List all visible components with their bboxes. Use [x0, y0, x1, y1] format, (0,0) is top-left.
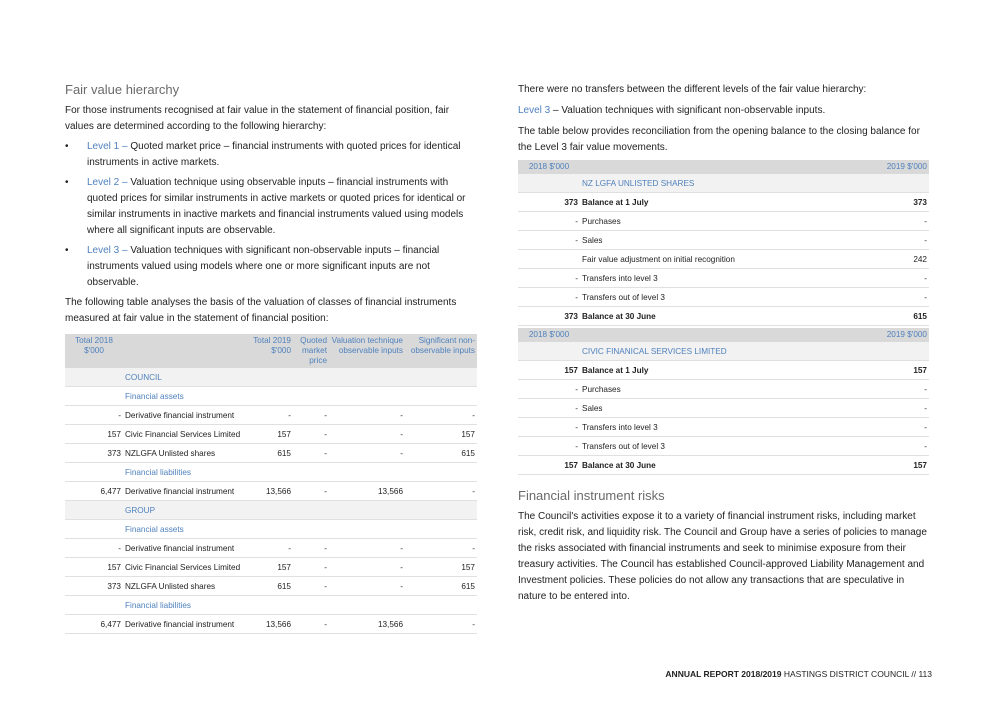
cell-description: Civic Financial Services Limited — [123, 558, 247, 577]
right-column — [518, 82, 929, 609]
cell-2019: 615 — [869, 307, 929, 326]
table-row — [65, 444, 477, 463]
cell-total-2018: 6,477 — [65, 615, 123, 634]
cell-2018: - — [518, 380, 580, 399]
cell-valuation: 13,566 — [329, 482, 405, 501]
cell-2018: - — [518, 399, 580, 418]
council-section-row — [65, 368, 477, 387]
civic-section-row — [518, 342, 929, 361]
cell-2019: 157 — [869, 361, 929, 380]
table-row — [65, 539, 477, 558]
cell-2018: - — [518, 418, 580, 437]
table-row — [65, 615, 477, 634]
cell-description: Balance at 1 July — [580, 361, 869, 380]
cell-description: Derivative financial instrument — [123, 406, 247, 425]
col-non-observable: Significant non-observable inputs — [405, 334, 477, 368]
cell-quoted: - — [293, 406, 329, 425]
cell-significant: - — [405, 482, 477, 501]
cell-2018: - — [518, 437, 580, 456]
cell-2018: 157 — [518, 456, 580, 475]
cell-2019: - — [869, 269, 929, 288]
financial-assets-row — [65, 387, 477, 406]
col-2019: 2019 $'000 — [869, 328, 929, 342]
cell-total-2019: - — [247, 406, 293, 425]
cell-total-2019: 13,566 — [247, 482, 293, 501]
table-header-row — [518, 328, 929, 342]
cell-significant: 157 — [405, 558, 477, 577]
col-description — [123, 334, 247, 368]
table-row — [518, 380, 929, 399]
no-transfers-text: There were no transfers between the different levels of the fair value hierarchy: — [518, 84, 867, 95]
cell-quoted: - — [293, 539, 329, 558]
col-description — [580, 328, 869, 342]
cell-2018: 157 — [518, 361, 580, 380]
financial-liabilities-label: Financial liabilities — [123, 463, 477, 482]
cell-quoted: - — [293, 482, 329, 501]
cell-valuation: 13,566 — [329, 615, 405, 634]
cell-quoted: - — [293, 558, 329, 577]
cell-description: Transfers out of level 3 — [580, 437, 869, 456]
cell-valuation: - — [329, 539, 405, 558]
cell-2019: 157 — [869, 456, 929, 475]
financial-liabilities-row — [65, 463, 477, 482]
group-section-row — [65, 501, 477, 520]
table-row — [518, 361, 929, 380]
financial-liabilities-row — [65, 596, 477, 615]
table-row — [65, 406, 477, 425]
cell-2019: - — [869, 418, 929, 437]
cell-2019: - — [869, 288, 929, 307]
cell-description: Purchases — [580, 380, 869, 399]
footer-report-title: ANNUAL REPORT 2018/2019 — [665, 669, 782, 679]
table-row — [65, 425, 477, 444]
nzlgfa-title: NZ LGFA UNLISTED SHARES — [580, 174, 929, 193]
cell-2019: - — [869, 399, 929, 418]
cell-total-2019: 157 — [247, 425, 293, 444]
civic-reconciliation-table — [518, 328, 929, 475]
group-label: GROUP — [123, 501, 477, 520]
level-3-label: Level 3 – — [87, 245, 128, 256]
fair-value-table — [65, 334, 477, 634]
cell-2019: 242 — [869, 250, 929, 269]
cell-total-2018: 373 — [65, 577, 123, 596]
table-row — [65, 577, 477, 596]
table-intro: The following table analyses the basis of the valuation of classes of financial instruments measured at fair value in the statement of financial position: — [65, 297, 457, 324]
table-row — [65, 482, 477, 501]
level-1-text: Quoted market price – financial instruments with quoted prices for identical instruments in active markets. — [87, 141, 461, 168]
council-label: COUNCIL — [123, 368, 477, 387]
col-2018: 2018 $'000 — [518, 160, 580, 174]
cell-2018: - — [518, 212, 580, 231]
col-total-2018: Total 2018 $'000 — [65, 334, 123, 368]
cell-quoted: - — [293, 615, 329, 634]
table-row — [518, 307, 929, 326]
cell-total-2019: - — [247, 539, 293, 558]
footer-council-page: HASTINGS DISTRICT COUNCIL // 113 — [781, 669, 932, 679]
cell-valuation: - — [329, 558, 405, 577]
table-row — [518, 250, 929, 269]
cell-total-2018: 6,477 — [65, 482, 123, 501]
cell-description: Derivative financial instrument — [123, 482, 247, 501]
col-2018: 2018 $'000 — [518, 328, 580, 342]
table-row — [518, 437, 929, 456]
cell-description: NZLGFA Unlisted shares — [123, 577, 247, 596]
table-row — [518, 269, 929, 288]
cell-quoted: - — [293, 577, 329, 596]
cell-valuation: - — [329, 425, 405, 444]
cell-valuation: - — [329, 406, 405, 425]
page-footer — [665, 669, 932, 679]
reconciliation-intro: The table below provides reconciliation from the opening balance to the closing balance for the Level 3 fair value movements. — [518, 126, 920, 153]
left-column — [65, 82, 477, 634]
fair-value-heading: Fair value hierarchy — [65, 82, 180, 97]
cell-total-2019: 157 — [247, 558, 293, 577]
cell-significant: 157 — [405, 425, 477, 444]
level-1-item — [65, 139, 477, 171]
table-row — [518, 231, 929, 250]
table-header-row — [65, 334, 477, 368]
cell-description: Balance at 1 July — [580, 193, 869, 212]
level-1-label: Level 1 – — [87, 141, 128, 152]
cell-description: Sales — [580, 231, 869, 250]
table-row — [518, 418, 929, 437]
cell-2019: - — [869, 437, 929, 456]
cell-description: Civic Financial Services Limited — [123, 425, 247, 444]
cell-2018: 373 — [518, 307, 580, 326]
cell-description: Transfers into level 3 — [580, 418, 869, 437]
cell-description: NZLGFA Unlisted shares — [123, 444, 247, 463]
cell-2018 — [518, 250, 580, 269]
cell-total-2019: 13,566 — [247, 615, 293, 634]
cell-significant: - — [405, 406, 477, 425]
cell-quoted: - — [293, 444, 329, 463]
level-3-line — [518, 103, 929, 119]
cell-2019: - — [869, 380, 929, 399]
cell-significant: - — [405, 615, 477, 634]
level-3-label: Level 3 — [518, 105, 551, 116]
financial-liabilities-label: Financial liabilities — [123, 596, 477, 615]
cell-valuation: - — [329, 444, 405, 463]
col-quoted-price: Quoted market price — [293, 334, 329, 368]
financial-assets-label: Financial assets — [123, 387, 477, 406]
cell-total-2018: 373 — [65, 444, 123, 463]
cell-2018: - — [518, 288, 580, 307]
cell-2018: 373 — [518, 193, 580, 212]
cell-2018: - — [518, 269, 580, 288]
cell-2019: 373 — [869, 193, 929, 212]
cell-description: Transfers into level 3 — [580, 269, 869, 288]
table-row — [518, 212, 929, 231]
table-row — [518, 288, 929, 307]
level-3-text: Valuation techniques with significant non-observable inputs – financial instruments valued using models where one or more significant inputs are not observable. — [87, 245, 440, 288]
bullet-icon: • — [65, 245, 69, 256]
level-2-label: Level 2 – — [87, 177, 128, 188]
financial-assets-label: Financial assets — [123, 520, 477, 539]
table-row — [518, 456, 929, 475]
level-3-desc: – Valuation techniques with significant non-observable inputs. — [550, 105, 826, 116]
cell-total-2019: 615 — [247, 444, 293, 463]
cell-total-2019: 615 — [247, 577, 293, 596]
cell-description: Derivative financial instrument — [123, 539, 247, 558]
table-row — [518, 399, 929, 418]
cell-quoted: - — [293, 425, 329, 444]
risks-text: The Council's activities expose it to a variety of financial instrument risks, including market risk, credit risk, and liquidity risk. The Council and Group have a series of policies to manage the risks associated with financial instruments and seek to minimise exposure from their treasury activities. The Council has established Council-approved Liability Management and Investment policies. These policies do not allow any transactions that are speculative in nature to be entered into. — [518, 511, 927, 602]
bullet-icon: • — [65, 177, 69, 188]
cell-description: Derivative financial instrument — [123, 615, 247, 634]
cell-valuation: - — [329, 577, 405, 596]
cell-significant: - — [405, 539, 477, 558]
cell-total-2018: - — [65, 539, 123, 558]
col-description — [580, 160, 869, 174]
col-2019: 2019 $'000 — [869, 160, 929, 174]
fair-value-intro: For those instruments recognised at fair value in the statement of financial position, fair values are determined according to the following hierarchy: — [65, 105, 450, 132]
cell-description: Fair value adjustment on initial recognition — [580, 250, 869, 269]
cell-description: Purchases — [580, 212, 869, 231]
civic-title: CIVIC FINANICAL SERVICES LIMITED — [580, 342, 929, 361]
level-2-text: Valuation technique using observable inputs – financial instruments with quoted prices for similar instruments in active markets or quoted prices for identical or similar instruments in inactive markets and financial instruments valued using models where all significant inputs are observable. — [87, 177, 466, 236]
table-header-row — [518, 160, 929, 174]
cell-2018: - — [518, 231, 580, 250]
col-total-2019: Total 2019 $'000 — [247, 334, 293, 368]
cell-description: Transfers out of level 3 — [580, 288, 869, 307]
table-row — [65, 558, 477, 577]
col-valuation-technique: Valuation technique observable inputs — [329, 334, 405, 368]
hierarchy-list — [65, 139, 477, 291]
cell-description: Balance at 30 June — [580, 307, 869, 326]
cell-significant: 615 — [405, 577, 477, 596]
cell-description: Balance at 30 June — [580, 456, 869, 475]
cell-2019: - — [869, 212, 929, 231]
level-3-item — [65, 243, 477, 291]
cell-2019: - — [869, 231, 929, 250]
risks-heading: Financial instrument risks — [518, 488, 665, 503]
bullet-icon: • — [65, 141, 69, 152]
cell-total-2018: 157 — [65, 425, 123, 444]
cell-total-2018: - — [65, 406, 123, 425]
cell-significant: 615 — [405, 444, 477, 463]
cell-description: Sales — [580, 399, 869, 418]
nzlgfa-section-row — [518, 174, 929, 193]
level-2-item — [65, 175, 477, 239]
financial-assets-row — [65, 520, 477, 539]
nzlgfa-reconciliation-table — [518, 160, 929, 326]
table-row — [518, 193, 929, 212]
cell-total-2018: 157 — [65, 558, 123, 577]
